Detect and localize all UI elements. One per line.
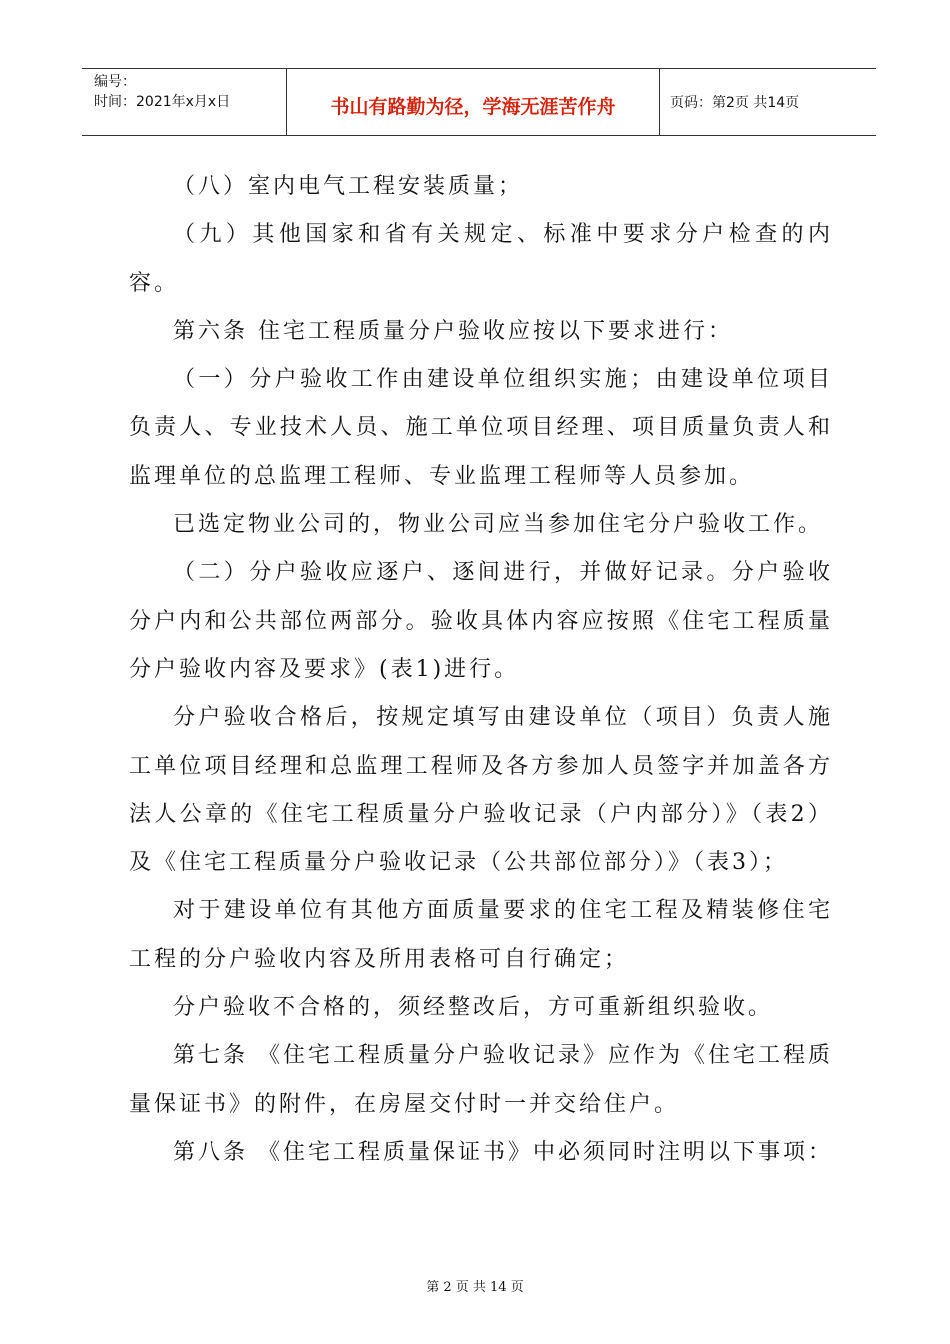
paragraph: 第七条 《住宅工程质量分户验收记录》应作为《住宅工程质量保证书》的附件，在房屋交付时一并交给住户。 (129, 1043, 833, 1117)
paragraph: （一）分户验收工作由建设单位组织实施；由建设单位项目负责人、专业技术人员、施工单位项目经理、项目质量负责人和监理单位的总监理工程师、专业监理工程师等人员参加。 (129, 367, 833, 489)
doc-number-label: 编号： (94, 74, 136, 90)
paragraph: 第八条 《住宅工程质量保证书》中必须同时注明以下事项： (173, 1139, 833, 1165)
paragraph: （九）其他国家和省有关规定、标准中要求分户检查的内容。 (129, 222, 833, 296)
paragraph: （八）室内电气工程安装质量； (173, 174, 524, 199)
header-page-cell (660, 69, 876, 135)
paragraph: 对于建设单位有其他方面质量要求的住宅工程及精装修住宅工程的分户验收内容及所用表格可自行确定； (129, 898, 833, 972)
header-motto-cell (286, 69, 660, 135)
page-header-table (82, 68, 876, 136)
header-page-info: 页码：第2页 共14页 (670, 95, 800, 111)
paragraph: （二）分户验收应逐户、逐间进行，并做好记录。分户验收分户内和公共部位两部分。验收具体内容应按照《住宅工程质量分户验收内容及要求》(表1)进行。 (129, 560, 833, 682)
time-label: 时间：2021年x月x日 (94, 94, 231, 110)
page-footer: 第 2 页 共 14 页 (426, 1280, 524, 1295)
paragraph: 已选定物业公司的，物业公司应当参加住宅分户验收工作。 (173, 512, 824, 538)
document-body (129, 163, 833, 1177)
paragraph: 第六条 住宅工程质量分户验收应按以下要求进行： (173, 318, 733, 344)
header-meta-cell (82, 69, 286, 135)
header-motto: 书山有路勤为径，学海无涯苦作舟 (330, 95, 616, 118)
paragraph: 分户验收不合格的，须经整改后，方可重新组织验收。 (173, 995, 774, 1021)
paragraph: 分户验收合格后，按规定填写由建设单位（项目）负责人施工单位项目经理和总监理工程师及各方参加人员签字并加盖各方法人公章的《住宅工程质量分户验收记录（户内部分）》（表2）及《住宅工程质量分户验收记录（公共部位部分）》（表3）； (129, 705, 833, 876)
